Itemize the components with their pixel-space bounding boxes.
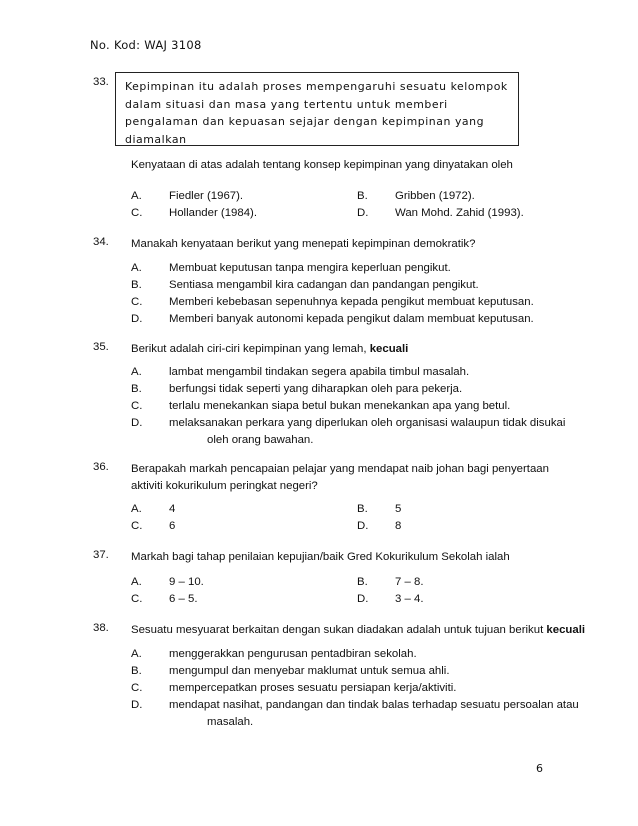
- option-d-continued: masalah.: [207, 716, 254, 728]
- page-number: 6: [536, 762, 543, 775]
- quote-box: Kepimpinan itu adalah proses mempengaruhi sesuatu kelompok dalam situasi dan masa yang tertentu untuk memberi pengalaman dan kepuasan sejajar dengan kepimpinan yang diamalkan: [115, 72, 519, 146]
- question-stem: Sesuatu mesyuarat berkaitan dengan sukan diadakan adalah untuk tujuan berikut kecuali: [131, 624, 586, 636]
- question-stem: Berikut adalah ciri-ciri kepimpinan yang lemah, kecuali: [131, 343, 409, 355]
- option-d-continued: oleh orang bawahan.: [207, 434, 314, 446]
- question-number: 37.: [93, 549, 109, 561]
- question-number: 36.: [93, 461, 109, 473]
- question-number: 34.: [93, 236, 109, 248]
- question-number: 35.: [93, 341, 109, 353]
- question-stem: Berapakah markah pencapaian pelajar yang mendapat naib johan bagi penyertaan aktiviti kokurikulum peringkat negeri?: [131, 463, 549, 492]
- emphasis-kecuali: kecuali: [546, 624, 586, 636]
- document-code: No. Kod: WAJ 3108: [90, 38, 202, 52]
- question-stem: Manakah kenyataan berikut yang menepati kepimpinan demokratik?: [131, 238, 476, 250]
- question-number: 38.: [93, 622, 109, 634]
- question-number: 33.: [93, 76, 109, 88]
- question-stem: Kenyataan di atas adalah tentang konsep kepimpinan yang dinyatakan oleh: [131, 159, 513, 171]
- question-stem: Markah bagi tahap penilaian kepujian/baik Gred Kokurikulum Sekolah ialah: [131, 551, 510, 563]
- emphasis-kecuali: kecuali: [369, 343, 409, 355]
